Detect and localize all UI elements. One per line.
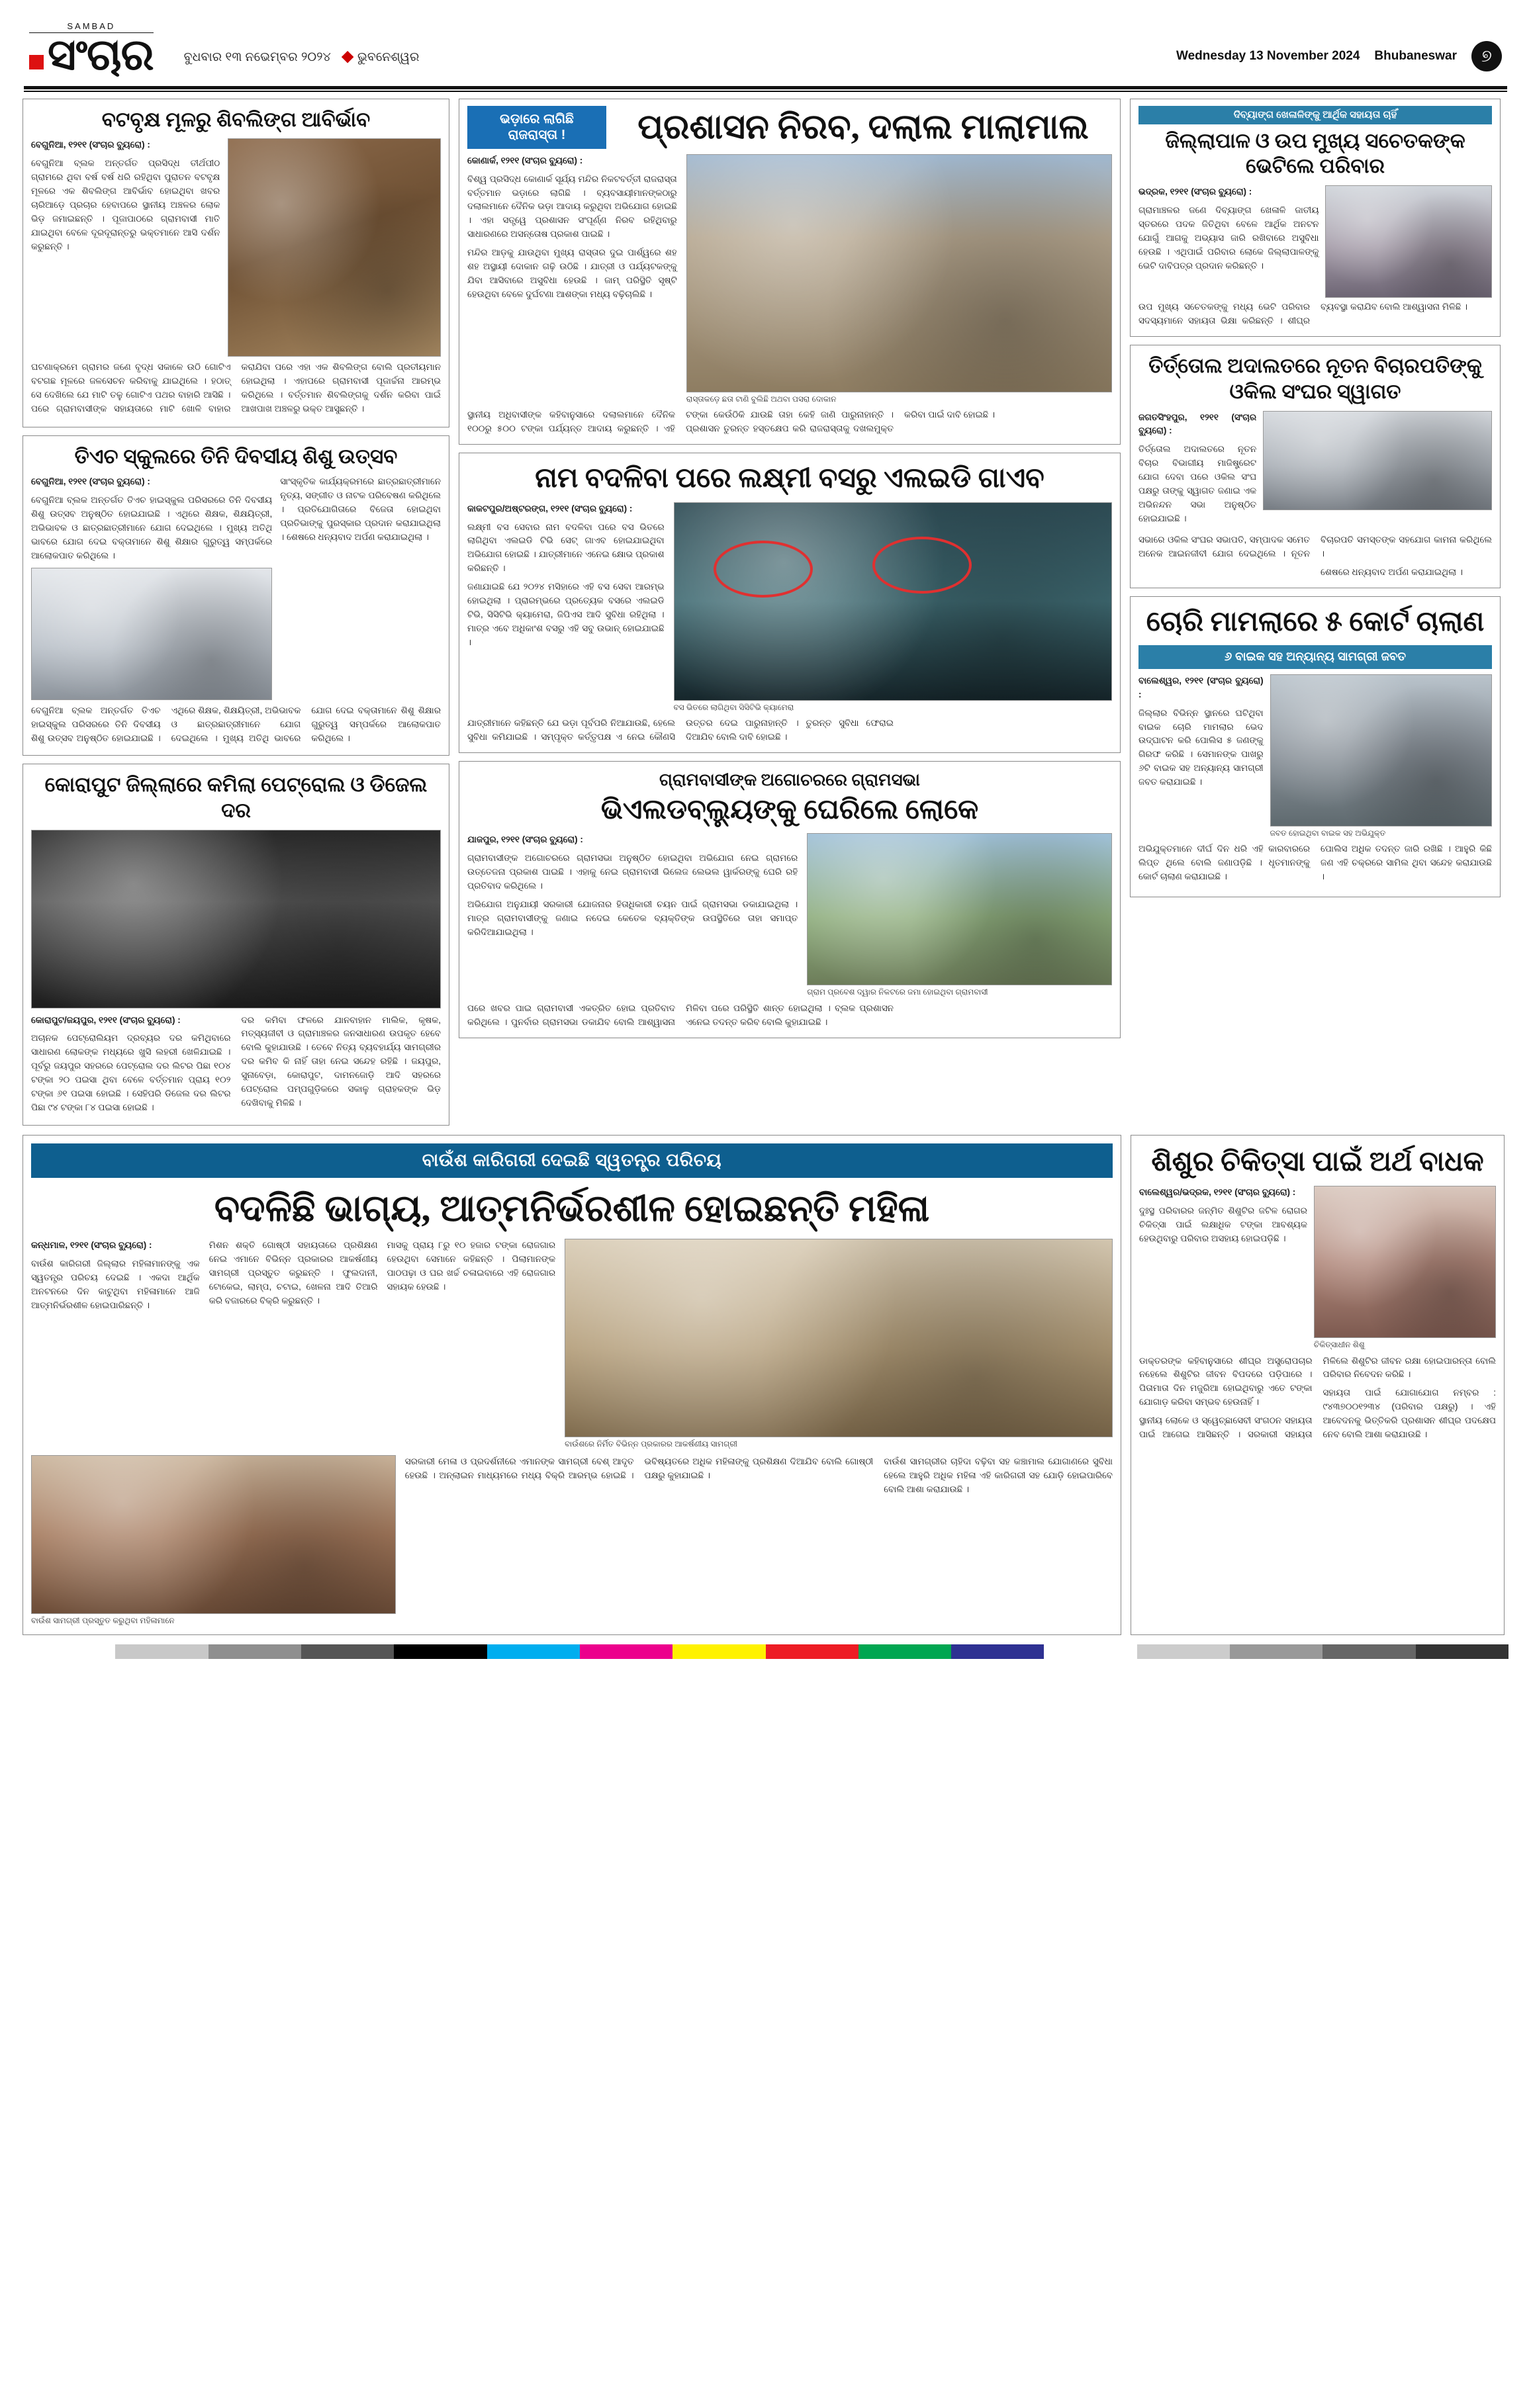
article-banyan-shivalinga	[23, 99, 449, 427]
article-paragraph: ଶେଷରେ ଧନ୍ୟବାଦ ଅର୍ପଣ କରାଯାଇଥିଲା ।	[1321, 566, 1463, 577]
article-fuel-price	[23, 764, 449, 1126]
article-dateline: ଜଗତସିଂହପୁର, ୧୨୧୧ (ସଂଚାର ବ୍ୟୁରୋ) :	[1138, 412, 1257, 436]
article-photo-caption: ଜବତ ହୋଇଥିବା ବାଇକ ସହ ଅଭିଯୁକ୍ତ	[1270, 828, 1386, 838]
article-paragraph: ବେଗୁନିଆ ବ୍ଲକ ଅନ୍ତର୍ଗତ ତିଏଚ ହାଇସ୍କୁଲ ପରିସରରେ ତିନି ଦିବସୀୟ ଶିଶୁ ଉତ୍ସବ ଅନୁଷ୍ଠିତ ହୋଇଯାଇଛି । ଏଥିରେ ଶିକ୍ଷକ, ଶିକ୍ଷୟିତ୍ରୀ, ଅଭିଭାବକ ଓ ଛାତ୍ରଛାତ୍ରୀମାନେ ଯୋଗ ଦେଇଥିଲେ । ମୁଖ୍ୟ ଅତିଥି ଭାବରେ ଯୋଗ ଦେଇ ବକ୍ତାମାନେ ଶିଶୁ ଶିକ୍ଷାର ଗୁରୁତ୍ୱ ସମ୍ପର୍କରେ ଆଲୋକପାତ କରିଥିଲେ ।	[31, 705, 441, 743]
feature-paragraph: ବାଉଁଶ କାରିଗରୀ ଜିଲ୍ଲାର ମହିଳାମାନଙ୍କୁ ଏକ ସ୍ୱତନ୍ତ୍ର ପରିଚୟ ଦେଇଛି । ଏକଦା ଆର୍ଥିକ ଅନଟନରେ ଦିନ କାଟୁଥିବା ମହିଳାମାନେ ଆଜି ଆତ୍ମନିର୍ଭରଶୀଳ ହୋଇପାରିଛନ୍ତି ।	[31, 1259, 200, 1311]
article-road-rent	[459, 99, 1121, 445]
article-dateline: ବେଗୁନିଆ, ୧୨୧୧ (ସଂଚାର ବ୍ୟୁରୋ) :	[31, 140, 150, 150]
article-headline: ନାମ ବଦଳିବା ପରେ ଲକ୍ଷ୍ମୀ ବସରୁ ଏଲଇଡି ଗାଏବ	[535, 463, 1044, 494]
feature-photo-caption: ବାଉଁଶରେ ନିର୍ମିତ ବିଭିନ୍ନ ପ୍ରକାରର ଆକର୍ଷଣୀୟ ସାମଗ୍ରୀ	[565, 1439, 738, 1449]
article-headline: ବଟବୃକ୍ଷ ମୂଳରୁ ଶିବଲିଙ୍ଗ ଆବିର୍ଭାବ	[101, 107, 371, 131]
bottom-section	[23, 1135, 1508, 1634]
article-paragraph: ଯାତ୍ରୀମାନେ କହିଛନ୍ତି ଯେ ଭଡ଼ା ପୂର୍ବପରି ନିଆଯାଉଛି, ହେଲେ ସୁବିଧା କମିଯାଇଛି । ସମ୍ପୃକ୍ତ କର୍ତ୍ତୃପକ୍ଷ ଏ ନେଇ କୌଣସି ଉତ୍ତର ଦେଇ ପାରୁନାହାନ୍ତି । ତୁରନ୍ତ ସୁବିଧା ଫେରାଇ ଦିଆଯିବ ବୋଲି ଦାବି ହୋଇଛି ।	[467, 718, 894, 742]
article-paragraph: ଦର କମିବା ଫଳରେ ଯାନବାହାନ ମାଲିକ, କୃଷକ, ମତ୍ସ୍ୟଜୀବୀ ଓ ଗ୍ରାମାଞ୍ଚଳର ଜନସାଧାରଣ ଉପକୃତ ହେବେ ବୋଲି କୁହାଯାଉଛି । ତେବେ ନିତ୍ୟ ବ୍ୟବହାର୍ଯ୍ୟ ସାମଗ୍ରୀର ଦର କମିବ କି ନାହିଁ ତାହା ନେଇ ସନ୍ଦେହ ରହିଛି । ଜୟପୁର, ସୁନାବେଡ଼ା, କୋରାପୁଟ, ଦାମନଜୋଡ଼ି ଆଦି ସହରରେ ପେଟ୍ରୋଲ ପମ୍ପଗୁଡ଼ିକରେ ସକାଳୁ ଗ୍ରାହକଙ୍କ ଭିଡ଼ ଦେଖିବାକୁ ମିଳିଛି ।	[241, 1014, 441, 1108]
article-paragraph: ସ୍ଥାନୀୟ ଅଧିବାସୀଙ୍କ କହିବାନୁସାରେ ଦଲାଲମାନେ ଦୈନିକ ୧୦୦ରୁ ୫୦୦ ଟଙ୍କା ପର୍ଯ୍ୟନ୍ତ ଆଦାୟ କରୁଛନ୍ତି । ଏହି ଟଙ୍କା କେଉଁଠିକି ଯାଉଛି ତାହା କେହି ଜାଣି ପାରୁନାହାନ୍ତି । ପ୍ରଶାସନ ତୁରନ୍ତ ହସ୍ତକ୍ଷେପ କରି ରାଜରାସ୍ତାକୁ ଦଖଲମୁକ୍ତ କରିବା ପାଇଁ ଦାବି ହୋଇଛି ।	[467, 410, 996, 434]
article-court-welcome	[1130, 345, 1501, 588]
article-photo-caption: ରାସ୍ତାକଡ଼େ ଛତା ଟାଣି ବୁଲିଛି ଅଥବା ପସରା ଦୋକାନ	[686, 394, 837, 404]
article-photo	[31, 568, 272, 700]
feature-photo-women	[31, 1455, 396, 1614]
location-pin-icon: ◆	[341, 50, 354, 64]
article-paragraph: ପୋଲିସ ଅଧିକ ତଦନ୍ତ ଜାରି ରଖିଛି । ଆହୁରି କିଛି ଜଣ ଏହି ଚକ୍ରରେ ସାମିଲ ଥିବା ସନ୍ଦେହ କରାଯାଉଛି ।	[1321, 844, 1492, 882]
article-paragraph: ସଭାରେ ଓକିଲ ସଂଘର ସଭାପତି, ସମ୍ପାଦକ ସମେତ ଅନେକ ଆଇନଜୀବୀ ଯୋଗ ଦେଇଥିଲେ । ନୂତନ ବିଚାରପତି ସମସ୍ତଙ୍କ ସହଯୋଗ କାମନା କରିଥିଲେ ।	[1138, 534, 1492, 558]
article-paragraph: ବେଗୁନିଆ ବ୍ଲକ ଅନ୍ତର୍ଗତ ତିଏଚ ହାଇସ୍କୁଲ ପରିସରରେ ତିନି ଦିବସୀୟ ଶିଶୁ ଉତ୍ସବ ଅନୁଷ୍ଠିତ ହୋଇଯାଇଛି । ଏଥିରେ ଶିକ୍ଷକ, ଶିକ୍ଷୟିତ୍ରୀ, ଅଭିଭାବକ ଓ ଛାତ୍ରଛାତ୍ରୀମାନେ ଯୋଗ ଦେଇଥିଲେ । ମୁଖ୍ୟ ଅତିଥି ଭାବରେ ଯୋଗ ଦେଇ ବକ୍ତାମାନେ ଶିଶୁ ଶିକ୍ଷାର ଗୁରୁତ୍ୱ ସମ୍ପର୍କରେ ଆଲୋକପାତ କରିଥିଲେ ।	[31, 495, 273, 560]
article-subhead-badge: ୬ ବାଇକ ସହ ଅନ୍ୟାନ୍ୟ ସାମଗ୍ରୀ ଜବତ	[1138, 645, 1492, 669]
article-paragraph: ତିର୍ତ୍ତୋଲ ଅଦାଲତରେ ନୂତନ ବିଚାର ବିଭାଗୀୟ ମାଜିଷ୍ଟ୍ରେଟ ଯୋଗ ଦେବା ପରେ ଓକିଲ ସଂଘ ପକ୍ଷରୁ ତାଙ୍କୁ ସ୍ୱାଗତ ଜଣାଇ ଏକ ଅଭିନନ୍ଦନ ସଭା ଅନୁଷ୍ଠିତ ହୋଇଯାଇଛି ।	[1138, 444, 1257, 523]
article-paragraph: ମନ୍ଦିର ଆଡ଼କୁ ଯାଉଥିବା ମୁଖ୍ୟ ରାସ୍ତାର ଦୁଇ ପାର୍ଶ୍ୱରେ ଶହ ଶହ ଅସ୍ଥାୟୀ ଦୋକାନ ଗଢ଼ି ଉଠିଛି । ଯାତ୍ରୀ ଓ ପର୍ଯ୍ୟଟକଙ୍କୁ ଯିବା ଆସିବାରେ ଅସୁବିଧା ହେଉଛି । ଜାମ୍‌ ପରିସ୍ଥିତି ସୃଷ୍ଟି ହେଉଥିବା ବେଳେ ଦୁର୍ଘଟଣା ଆଶଙ୍କା ମଧ୍ୟ ବଢ଼ିଚାଲିଛି ।	[467, 247, 677, 299]
article-paragraph: ଦୁଃସ୍ଥ ପରିବାରର ଜନ୍ମିତ ଶିଶୁଟିର ଜଟିଳ ରୋଗର ଚିକିତ୍ସା ପାଇଁ ଲକ୍ଷାଧିକ ଟଙ୍କା ଆବଶ୍ୟକ ହେଉଥିବାରୁ ପରିବାର ଅସହାୟ ହୋଇପଡ଼ିଛି ।	[1139, 1205, 1307, 1243]
article-photo-caption: ଗ୍ରାମ ପ୍ରବେଶ ଦ୍ୱାର ନିକଟରେ ଜମା ହୋଇଥିବା ଗ୍ରାମବାସୀ	[807, 987, 988, 997]
masthead-date-english: Wednesday 13 November 2024	[1176, 48, 1360, 63]
article-headline: ତିର୍ତ୍ତୋଲ ଅଦାଲତରେ ନୂତନ ବିଚାରପତିଙ୍କୁ ଓକିଲ ସଂଘର ସ୍ୱାଗତ	[1148, 354, 1482, 403]
article-dateline: ଯାଜପୁର, ୧୨୧୧ (ସଂଚାର ବ୍ୟୁରୋ) :	[467, 834, 583, 845]
article-dateline: ବେଗୁନିଆ, ୧୨୧୧ (ସଂଚାର ବ୍ୟୁରୋ) :	[31, 476, 150, 487]
feature-paragraph: ମିଶନ ଶକ୍ତି ଗୋଷ୍ଠୀ ସହାୟତାରେ ପ୍ରଶିକ୍ଷଣ ନେଇ ଏମାନେ ବିଭିନ୍ନ ପ୍ରକାରର ଆକର୍ଷଣୀୟ ସାମଗ୍ରୀ ପ୍ରସ୍ତୁତ କରୁଛନ୍ତି । ଫୁଲଦାନୀ, ଟୋକେଇ, ଲାମ୍ପ, ଚଟାଇ, ଖେଳନା ଆଦି ତିଆରି କରି ବଜାରରେ ବିକ୍ରି କରୁଛନ୍ତି ।	[209, 1240, 378, 1306]
main-grid	[23, 99, 1508, 1126]
article-head-row	[467, 106, 1112, 149]
article-headline: ଶିଶୁର ଚିକିତ୍ସା ପାଇଁ ଅର୍ଥ ବାଧକ	[1151, 1147, 1484, 1178]
article-paragraph: ଅଚାନକ ପେଟ୍ରୋଲିୟମ ଦ୍ରବ୍ୟର ଦର କମିଥିବାରେ ସାଧାରଣ ଲୋକଙ୍କ ମଧ୍ୟରେ ଖୁସି ଲହରୀ ଖେଳିଯାଇଛି । ପୂର୍ବରୁ ଜୟପୁର ସହରରେ ପେଟ୍ରୋଲ ଦର ଲିଟର ପିଛା ୧୦୪ ଟଙ୍କା ୨୦ ପଇସା ଥିବା ବେଳେ ବର୍ତ୍ତମାନ ପ୍ରାୟ ୧୦୨ ଟଙ୍କା ୬୧ ପଇସା ହୋଇଛି । ସେହିପରି ଡିଜେଲ ଦର ଲିଟର ପିଛା ୯୪ ଟଙ୍କା ୮୪ ପଇସା ହୋଇଛି ।	[31, 1033, 231, 1113]
article-paragraph: ଜଣାଯାଇଛି ଯେ ୨୦୨୪ ମସିହାରେ ଏହି ବସ ସେବା ଆରମ୍ଭ ହୋଇଥିଲା । ପ୍ରାରମ୍ଭରେ ପ୍ରତ୍ୟେକ ବସରେ ଏଲଇଡି ଟିଭି, ସିସିଟିଭି କ୍ୟାମେରା, ଜିପିଏସ ଆଦି ସୁବିଧା ରହିଥିଲା । ମାତ୍ର ଏବେ ଅଧିକାଂଶ ବସରୁ ଏହି ସବୁ ଉଭାନ୍‌ ହୋଇଯାଇଛି ।	[467, 582, 665, 647]
feature-photo-caption: ବାଉଁଶ ସାମଗ୍ରୀ ପ୍ରସ୍ତୁତ କରୁଥିବା ମହିଳାମାନେ	[31, 1616, 175, 1626]
highlight-circle-left	[714, 541, 813, 598]
article-paragraph: ସ୍ଥାନୀୟ ଲୋକେ ଓ ସ୍ୱେଚ୍ଛାସେବୀ ସଂଗଠନ ସହାୟତା ପାଇଁ ଆଗେଇ ଆସିଛନ୍ତି । ସରକାରୀ ସହାୟତା ମିଳିଲେ ଶିଶୁଟିର ଜୀବନ ରକ୍ଷା ହୋଇପାରନ୍ତା ବୋଲି ପରିବାର ନିବେଦନ କରିଛି ।	[1139, 1355, 1496, 1440]
masthead-city-odia: ଭୁବନେଶ୍ୱର	[357, 50, 420, 64]
column-right	[1130, 99, 1501, 1126]
masthead	[23, 19, 1508, 83]
article-paragraph: ବିଶ୍ୱ ପ୍ରସିଦ୍ଧ କୋଣାର୍କ ସୂର୍ଯ୍ୟ ମନ୍ଦିର ନିକଟବର୍ତ୍ତୀ ରାଜରାସ୍ତା ବର୍ତ୍ତମାନ ଭଡ଼ାରେ ଲାଗିଛି । ବ୍ୟବସାୟୀମାନଙ୍କଠାରୁ ଦଲାଲମାନେ ଦୈନିକ ଭଡ଼ା ଆଦାୟ କରୁଥିବା ଅଭିଯୋଗ ହୋଇଛି । ଏହା ସତ୍ତ୍ୱେ ପ୍ରଶାସନ ସଂପୂର୍ଣ୍ଣ ନିରବ ରହିଥିବାରୁ ସାଧାରଣରେ ଅସନ୍ତୋଷ ପ୍ରକାଶ ପାଇଛି ।	[467, 173, 677, 240]
feature-headline: ବଦଳିଛି ଭାଗ୍ୟ, ଆତ୍ମନିର୍ଭରଶୀଳ ହୋଇଛନ୍ତି ମହିଳା	[214, 1188, 930, 1230]
article-photo	[31, 830, 441, 1008]
article-child-treatment	[1131, 1135, 1505, 1634]
article-headline: ଭିଏଲଡବ୍ଲ୍ୟୁଙ୍କୁ ଘେରିଲେ ଲୋକେ	[600, 794, 979, 825]
feature-dateline: କନ୍ଧମାଳ, ୧୨୧୧ (ସଂଚାର ବ୍ୟୁରୋ) :	[31, 1240, 152, 1251]
article-paragraph: ଅଭିଯୋଗ ଅନୁଯାୟୀ ସରକାରୀ ଯୋଜନାର ହିତାଧିକାରୀ ଚୟନ ପାଇଁ ଗ୍ରାମସଭା ଡକାଯାଇଥିଲା । ମାତ୍ର ଗ୍ରାମବାସୀଙ୍କୁ ଜଣାଇ ନଦେଇ କେତେକ ବ୍ୟକ୍ତିଙ୍କ ଉପସ୍ଥିତିରେ ତାହା ସମାପ୍ତ କରିଦିଆଯାଇଥିଲା ।	[467, 899, 798, 937]
article-photo	[1325, 185, 1492, 298]
article-dateline: କୋଣାର୍କ, ୧୨୧୧ (ସଂଚାର ବ୍ୟୁରୋ) :	[467, 155, 583, 165]
article-paragraph: ଉପ ମୁଖ୍ୟ ସଚେତକଙ୍କୁ ମଧ୍ୟ ଭେଟି ପରିବାର ସଦସ୍ୟମାନେ ସହାୟତା ଭିକ୍ଷା କରିଛନ୍ତି । ଶୀଘ୍ର ବ୍ୟବସ୍ଥା କରାଯିବ ବୋଲି ଆଶ୍ୱାସନା ମିଳିଛି ।	[1138, 302, 1468, 326]
article-kicker: ଦିବ୍ୟାଙ୍ଗ ଖେଳାଳିଙ୍କୁ ଆର୍ଥିକ ସହାୟତା ଚାହିଁ	[1138, 106, 1492, 124]
article-subhead: ଗ୍ରାମବାସୀଙ୍କ ଅଗୋଚରରେ ଗ୍ରାମସଭା	[659, 770, 920, 790]
article-headline: ପ୍ରଶାସନ ନିରବ, ଦଲାଲ ମାଲାମାଲ	[637, 108, 1089, 146]
color-registration-strip	[23, 1644, 1508, 1659]
article-bus-led	[459, 453, 1121, 753]
article-disabled-athlete	[1130, 99, 1501, 337]
article-photo-caption: ଚିକିତ୍ସାଧୀନ ଶିଶୁ	[1313, 1339, 1365, 1349]
page-number-badge: ୭	[1471, 41, 1502, 71]
feature-paragraph: ବାଉଁଶ ସାମଗ୍ରୀର ଚାହିଦା ବଢ଼ିବା ସହ କଞ୍ଚାମାଲ ଯୋଗାଣରେ ସୁବିଧା ହେଲେ ଆହୁରି ଅଧିକ ମହିଳା ଏହି କାରିଗରୀ ସହ ଯୋଡ଼ି ହୋଇପାରିବେ ବୋଲି ଆଶା କରାଯାଉଛି ।	[884, 1456, 1113, 1494]
article-paragraph: ବେଗୁନିଆ ବ୍ଲକ ଅନ୍ତର୍ଗତ ପ୍ରସିଦ୍ଧ ତୀର୍ଥପୀଠ ଗ୍ରାମରେ ଥିବା ବର୍ଷ ବର୍ଷ ଧରି ରହିଥିବା ପୁରାତନ ବଟବୃକ୍ଷ ମୂଳରେ ଏକ ଶିବଲିଙ୍ଗ ଆବିର୍ଭାବ ହୋଇଥିବା ଖବର ଚାରିଆଡ଼େ ପ୍ରଚାର ହେବାପରେ ସ୍ଥାନୀୟ ଅଞ୍ଚଳର ଲୋକ ଭିଡ଼ ଜମାଇଛନ୍ତି । ପୂଜାପାଠରେ ଗ୍ରାମବାସୀ ମାତି ଯାଇଥିବା ବେଳେ ଦୂରଦୂରାନ୍ତରୁ ଭକ୍ତମାନେ ଆସି ଦର୍ଶନ କରୁଛନ୍ତି ।	[31, 158, 220, 251]
masthead-date-odia: ବୁଧବାର ୧୩ ନଭେମ୍ବର ୨୦୨୪ ◆ ଭୁବନେଶ୍ୱର	[183, 50, 420, 64]
article-photo	[1270, 674, 1492, 826]
article-dateline: କାକଟପୁର/ଅଷ୍ଟରଙ୍ଗ, ୧୨୧୧ (ସଂଚାର ବ୍ୟୁରୋ) :	[467, 503, 633, 513]
feature-paragraph: ସରକାରୀ ମେଳା ଓ ପ୍ରଦର୍ଶନୀରେ ଏମାନଙ୍କ ସାମଗ୍ରୀ ବେଶ୍‌ ଆଦୃତ ହେଉଛି । ଅନ୍‌ଲାଇନ ମାଧ୍ୟମରେ ମଧ୍ୟ ବିକ୍ରି ଆରମ୍ଭ ହୋଇଛି । ଭବିଷ୍ୟତରେ ଅଧିକ ମହିଳାଙ୍କୁ ପ୍ରଶିକ୍ଷଣ ଦିଆଯିବ ବୋଲି ଗୋଷ୍ଠୀ ପକ୍ଷରୁ କୁହାଯାଇଛି ।	[404, 1456, 874, 1480]
article-paragraph: ସାଂସ୍କୃତିକ କାର୍ଯ୍ୟକ୍ରମରେ ଛାତ୍ରଛାତ୍ରୀମାନେ ନୃତ୍ୟ, ସଙ୍ଗୀତ ଓ ନାଟକ ପରିବେଷଣ କରିଥିଲେ । ପ୍ରତିଯୋଗିତାରେ ବିଜେତା ହୋଇଥିବା ପ୍ରତିଭାଙ୍କୁ ପୁରସ୍କାର ପ୍ରଦାନ କରାଯାଇଥିଲା । ଶେଷରେ ଧନ୍ୟବାଦ ଅର୍ପଣ କରାଯାଇଥିଲା ।	[280, 476, 441, 543]
article-dateline: ବାଲେଶ୍ୱର/ଭଦ୍ରକ, ୧୨୧୧ (ସଂଚାର ବ୍ୟୁରୋ) :	[1139, 1186, 1296, 1197]
article-dateline: ଭଦ୍ରକ, ୧୨୧୧ (ସଂଚାର ବ୍ୟୁରୋ) :	[1138, 187, 1252, 197]
article-paragraph: ସହାୟତା ପାଇଁ ଯୋଗାଯୋଗ ନମ୍ବର : ୯୪୩୭୦୦୧୨୩୪ (ପରିବାର ପକ୍ଷରୁ) । ଏହି ଆବେଦନକୁ ଭିତ୍ତିକରି ପ୍ରଶାସନ ଶୀଘ୍ର ପଦକ୍ଷେପ ନେବ ବୋଲି ଆଶା କରାଯାଉଛି ।	[1322, 1388, 1496, 1440]
feature-paragraph: ମାସକୁ ପ୍ରାୟ ୮ରୁ ୧୦ ହଜାର ଟଙ୍କା ରୋଜଗାର ହେଉଥିବା ସେମାନେ କହିଛନ୍ତି । ପିଲାମାନଙ୍କ ପାଠପଢ଼ା ଓ ଘର ଖର୍ଚ୍ଚ ଚଳାଇବାରେ ଏହି ରୋଜଗାର ସହାୟକ ହେଉଛି ।	[387, 1240, 556, 1292]
article-headline: ତିଏଚ ସ୍କୁଲରେ ତିନି ଦିବସୀୟ ଶିଶୁ ଉତ୍ସବ	[74, 444, 398, 468]
article-photo	[1314, 1186, 1496, 1338]
masthead-rule-thick	[24, 86, 1507, 89]
article-dateline: ବାଲେଶ୍ୱର, ୧୨୧୧ (ସଂଚାର ବ୍ୟୁରୋ) :	[1138, 675, 1264, 699]
article-photo-caption: ବସ ଭିତରେ ଲାଗିଥିବା ସିସିଟିଭି କ୍ୟାମେରା	[673, 702, 794, 712]
article-kicker: ଭଡ଼ାରେ ଲାଗିଛି ରାଜରାସ୍ତା !	[467, 106, 606, 149]
article-photo	[228, 138, 441, 357]
article-paragraph: ଅଭିଯୁକ୍ତମାନେ ଦୀର୍ଘ ଦିନ ଧରି ଏହି କାରବାରରେ ଲିପ୍ତ ଥିଲେ ବୋଲି ଜଣାପଡ଼ିଛି । ଧୃତମାନଙ୍କୁ କୋର୍ଟ ଚାଲାଣ କରାଯାଇଛି ।	[1138, 844, 1310, 882]
article-headline: କୋରାପୁଟ ଜିଲ୍ଲାରେ କମିଲା ପେଟ୍ରୋଲ ଓ ଡିଜେଲ ଦର	[44, 773, 428, 822]
masthead-logo[interactable]	[29, 21, 154, 77]
logo-top-text: SAMBAD	[29, 21, 154, 33]
logo-title: ସଂଚାର	[29, 35, 154, 77]
article-photo	[1263, 411, 1492, 510]
article-photo	[674, 502, 1112, 701]
article-paragraph: ଲକ୍ଷ୍ମୀ ବସ ସେବାର ନାମ ବଦଳିବା ପରେ ବସ ଭିତରେ ଲାଗିଥିବା ଏଲଇଡି ଟିଭି ସେଟ୍‌ ଗାଏବ ହୋଇଯାଇଥିବା ଅଭିଯୋଗ ହୋଇଛି । ଯାତ୍ରୀମାନେ ଏନେଇ କ୍ଷୋଭ ପ୍ରକାଶ କରିଛନ୍ତି ।	[467, 521, 665, 574]
masthead-right	[1176, 26, 1502, 71]
masthead-rule-thin	[24, 91, 1507, 92]
article-paragraph: ଜିଲ୍ଲାର ବିଭିନ୍ନ ସ୍ଥାନରେ ଘଟିଥିବା ବାଇକ ଚୋରି ମାମଲାର ଭେଦ ଉଦ୍‌ଘାଟନ କରି ପୋଲିସ ୫ ଜଣଙ୍କୁ ଗିରଫ କରିଛି । ସେମାନଙ୍କ ପାଖରୁ ୬ଟି ବାଇକ ସହ ଅନ୍ୟାନ୍ୟ ସାମଗ୍ରୀ ଜବତ କରାଯାଇଛି ।	[1138, 707, 1264, 787]
article-paragraph: ଗ୍ରାମାଞ୍ଚଳର ଜଣେ ଦିବ୍ୟାଙ୍ଗ ଖେଳାଳି ଜାତୀୟ ସ୍ତରରେ ପଦକ ଜିତିଥିବା ବେଳେ ଆର୍ଥିକ ଅନଟନ ଯୋଗୁଁ ଆଗକୁ ଅଭ୍ୟାସ ଜାରି ରଖିବାରେ ଅସୁବିଧା ହେଉଛି । ଏଥିପାଇଁ ପରିବାର ଲୋକେ ଜିଲ୍ଲାପାଳଙ୍କୁ ଭେଟି ଦାବିପତ୍ର ପ୍ରଦାନ କରିଛନ୍ତି ।	[1138, 205, 1319, 271]
article-bike-theft	[1130, 596, 1501, 897]
article-photo	[686, 154, 1112, 392]
article-paragraph: ଡାକ୍ତରଙ୍କ କହିବାନୁସାରେ ଶୀଘ୍ର ଅସ୍ତ୍ରୋପଚାର ନହେଲେ ଶିଶୁଟିର ଜୀବନ ବିପଦରେ ପଡ଼ିପାରେ । ପିତାମାତା ଦିନ ମଜୁରିଆ ହୋଇଥିବାରୁ ଏତେ ଟଙ୍କା ଯୋଗାଡ଼ କରିବା ସମ୍ଭବ ହେଉନାହିଁ ।	[1139, 1355, 1313, 1407]
column-left	[23, 99, 449, 1126]
highlight-circle-right	[872, 537, 972, 594]
column-center	[459, 99, 1121, 1126]
article-paragraph: ଗ୍ରାମବାସୀଙ୍କ ଅଗୋଚରରେ ଗ୍ରାମସଭା ଅନୁଷ୍ଠିତ ହୋଇଥିବା ଅଭିଯୋଗ ନେଇ ଗ୍ରାମରେ ଉତ୍ତେଜନା ପ୍ରକାଶ ପାଇଛି । ଏହାକୁ ନେଇ ଗ୍ରାମବାସୀ ଭିଲେଜ ଲେଭଲ ୱାର୍କରଙ୍କୁ ଘେରି ରହି ପ୍ରତିବାଦ କରିଥିଲେ ।	[467, 852, 798, 891]
article-school-child-festival	[23, 435, 449, 756]
article-headline: ଜିଲ୍ଲାପାଳ ଓ ଉପ ମୁଖ୍ୟ ସଚେତକଙ୍କ ଭେଟିଲେ ପରିବାର	[1165, 128, 1465, 178]
article-village-meeting	[459, 761, 1121, 1038]
feature-bamboo-craft	[23, 1135, 1121, 1634]
logo-square-icon	[29, 55, 44, 69]
masthead-city-english: Bhubaneswar	[1374, 48, 1457, 63]
article-dateline: କୋରାପୁଟ/ଜୟପୁର, ୧୨୧୧ (ସଂଚାର ବ୍ୟୁରୋ) :	[31, 1014, 181, 1025]
article-paragraph: ପରେ ଖବର ପାଇ ଗ୍ରାମବାସୀ ଏକତ୍ରିତ ହୋଇ ପ୍ରତିବାଦ କରିଥିଲେ । ପୁନର୍ବାର ଗ୍ରାମସଭା ଡକାଯିବ ବୋଲି ଆଶ୍ୱାସନା ମିଳିବା ପରେ ପରିସ୍ଥିତି ଶାନ୍ତ ହୋଇଥିଲା । ବ୍ଲକ ପ୍ରଶାସନ ଏନେଇ ତଦନ୍ତ କରିବ ବୋଲି କୁହାଯାଇଛି ।	[467, 1003, 894, 1027]
article-photo	[807, 833, 1112, 985]
article-paragraph: ଘଟଣାକ୍ରମେ ଗ୍ରାମର ଜଣେ ବୃଦ୍ଧ ସକାଳେ ଉଠି ଗୋଟିଏ ବଟଗଛ ମୂଳରେ ଜଳସେଚନ କରିବାକୁ ଯାଇଥିଲେ । ହଠାତ୍‌ ସେ ଦେଖିଲେ ଯେ ମାଟି ତଳୁ ଗୋଟିଏ ପଥର ବାହାରି ଆସିଛି । ପରେ ଗ୍ରାମବାସୀଙ୍କ ସହାୟତାରେ ମାଟି ଖୋଳି ବାହାର କରାଯିବା ପରେ ଏହା ଏକ ଶିବଲିଙ୍ଗ ବୋଲି ପ୍ରତୀୟମାନ ହୋଇଥିଲା । ଏହାପରେ ଗ୍ରାମବାସୀ ପୂଜାର୍ଚ୍ଚନା ଆରମ୍ଭ କରିଥିଲେ । ବର୍ତ୍ତମାନ ଶିବଲିଙ୍ଗକୁ ଦର୍ଶନ କରିବା ପାଇଁ ଆଖପାଖ ଅଞ୍ଚଳରୁ ଭକ୍ତ ଆସୁଛନ୍ତି ।	[31, 362, 441, 414]
article-headline: ଚୋରି ମାମଲାରେ ୫ କୋର୍ଟ ଚାଲାଣ	[1146, 606, 1485, 637]
feature-photo-crafts	[565, 1239, 1113, 1437]
feature-banner: ବାଉଁଶ କାରିଗରୀ ଦେଇଛି ସ୍ୱତନ୍ତ୍ର ପରିଚୟ	[31, 1143, 1113, 1178]
